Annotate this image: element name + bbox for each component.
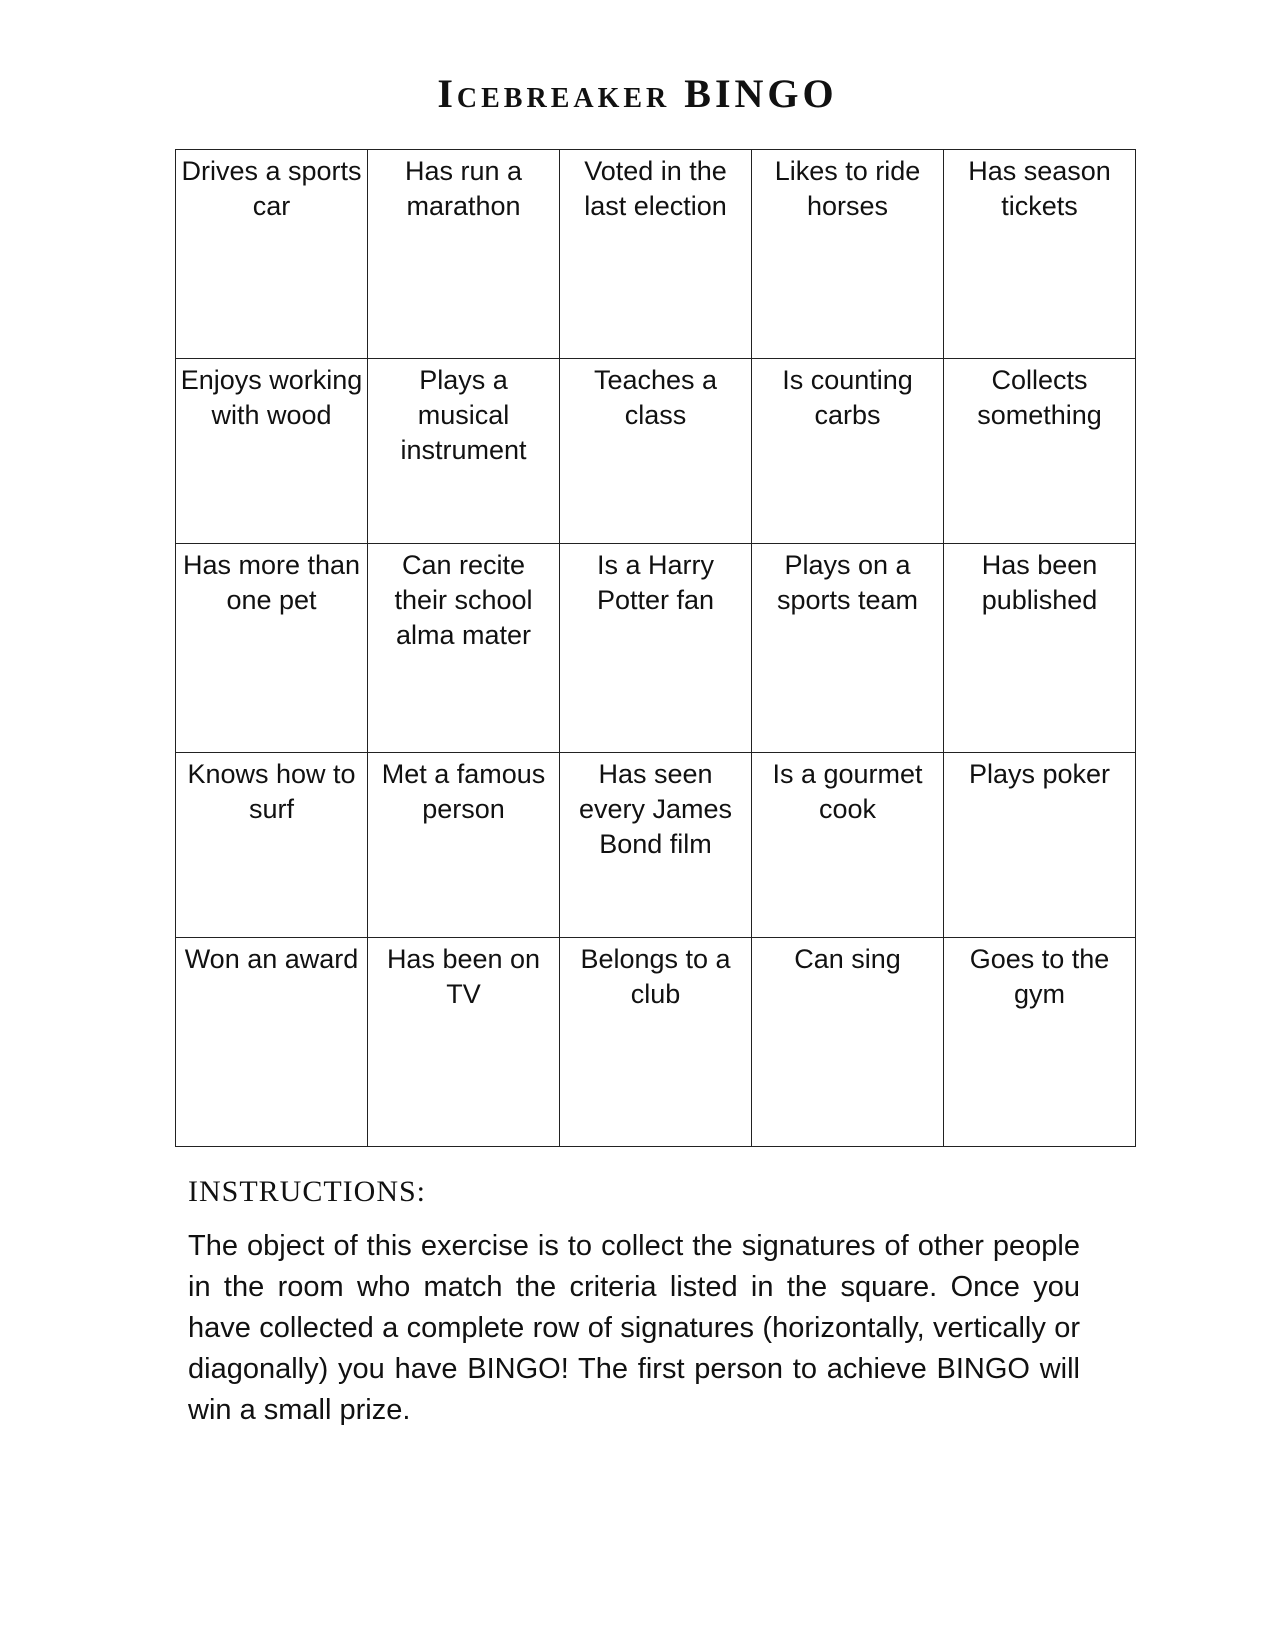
bingo-row [176,753,1136,938]
bingo-square: Has been on TV [368,938,560,1147]
bingo-square: Goes to the gym [944,938,1136,1147]
bingo-square: Teaches a class [560,359,752,544]
bingo-square: Voted in the last election [560,150,752,359]
bingo-square: Has been published [944,544,1136,753]
bingo-row [176,150,1136,359]
bingo-square: Enjoys working with wood [176,359,368,544]
bingo-square: Is a Harry Potter fan [560,544,752,753]
bingo-square: Likes to ride horses [752,150,944,359]
page-title: Icebreaker BINGO [437,71,838,116]
bingo-square: Plays a musical instrument [368,359,560,544]
bingo-square: Knows how to surf [176,753,368,938]
bingo-square: Belongs to a club [560,938,752,1147]
bingo-square: Is a gourmet cook [752,753,944,938]
bingo-square: Has run a marathon [368,150,560,359]
bingo-square: Drives a sports car [176,150,368,359]
bingo-square: Met a famous person [368,753,560,938]
bingo-square: Won an award [176,938,368,1147]
bingo-square: Has seen every James Bond film [560,753,752,938]
bingo-square: Plays poker [944,753,1136,938]
bingo-square: Can recite their school alma mater [368,544,560,753]
bingo-square: Can sing [752,938,944,1147]
bingo-row [176,938,1136,1147]
bingo-grid [175,149,1136,1147]
instructions-heading: INSTRUCTIONS: [188,1175,427,1208]
bingo-square: Plays on a sports team [752,544,944,753]
bingo-square: Has season tickets [944,150,1136,359]
bingo-square: Is counting carbs [752,359,944,544]
instructions-text: The object of this exercise is to collect the signatures of other people in the room who match the criteria listed in the square. Once you have collected a complete row of signatures (horizontally, vertically or diagonally) you have BINGO! The first person to achieve BINGO will win a small prize. [188,1230,1080,1426]
bingo-square: Has more than one pet [176,544,368,753]
bingo-square: Collects something [944,359,1136,544]
bingo-row [176,359,1136,544]
bingo-row [176,544,1136,753]
